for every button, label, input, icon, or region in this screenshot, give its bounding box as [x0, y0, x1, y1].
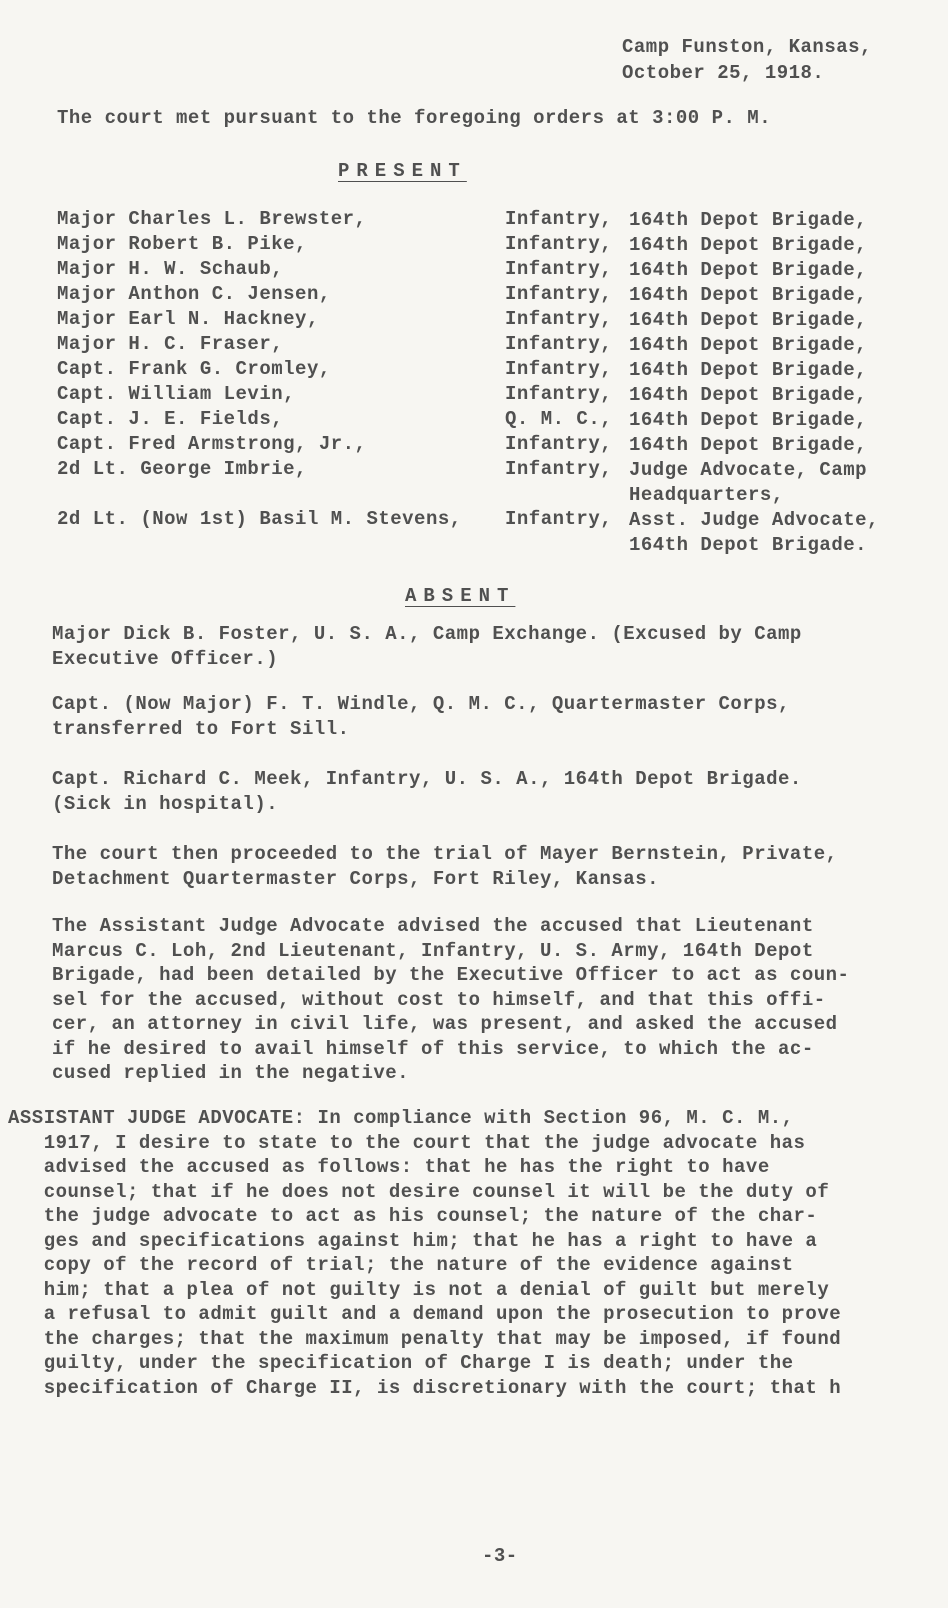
- member-branch: Infantry,: [505, 433, 613, 455]
- member-name: Major H. W. Schaub,: [57, 258, 284, 280]
- roster-row: [57, 258, 927, 283]
- opening-sentence: The court met pursuant to the foregoing orders at 3:00 P. M.: [57, 107, 772, 129]
- member-name: Capt. Frank G. Cromley,: [57, 358, 331, 380]
- member-name: Major Earl N. Hackney,: [57, 308, 319, 330]
- dateline-date: October 25, 1918.: [622, 62, 825, 84]
- member-branch: Infantry,: [505, 458, 613, 480]
- member-unit: Judge Advocate, Camp Headquarters,: [629, 459, 868, 506]
- absent-heading: ABSENT: [405, 585, 516, 607]
- absent-entry: Major Dick B. Foster, U. S. A., Camp Exchange. (Excused by Camp Executive Officer.): [52, 623, 802, 670]
- member-name: Major H. C. Fraser,: [57, 333, 284, 355]
- member-name: Major Robert B. Pike,: [57, 233, 307, 255]
- member-branch: Infantry,: [505, 358, 613, 380]
- roster-row: [57, 358, 927, 383]
- roster-row: [57, 333, 927, 358]
- dateline: [622, 34, 872, 86]
- member-unit: 164th Depot Brigade,: [629, 384, 868, 406]
- present-roster: [57, 208, 927, 558]
- present-heading: PRESENT: [338, 160, 467, 182]
- member-unit: 164th Depot Brigade,: [629, 309, 868, 331]
- member-branch: Infantry,: [505, 508, 613, 530]
- trial-paragraph: The court then proceeded to the trial of Mayer Bernstein, Private, Detachment Quartermaster Corps, Fort Riley, Kansas.: [52, 843, 838, 890]
- roster-row: [57, 208, 927, 233]
- member-name: 2d Lt. George Imbrie,: [57, 458, 307, 480]
- roster-row: [57, 383, 927, 408]
- counsel-paragraph: The Assistant Judge Advocate advised the accused that Lieutenant Marcus C. Loh, 2nd Lieutenant, Infantry, U. S. Army, 164th Depot Brigade, had been detailed by the Executive Officer to act as coun- sel for the accused, without cost to himself, and that this offi- cer, an attorney in civil life, was present, and asked the accused if he desired to avail himself of this service, to which the ac- cused replied in the negative.: [52, 915, 850, 1084]
- roster-row: [57, 308, 927, 333]
- member-unit: Asst. Judge Advocate, 164th Depot Brigade.: [629, 509, 879, 556]
- member-branch: Infantry,: [505, 233, 613, 255]
- member-unit: 164th Depot Brigade,: [629, 334, 868, 356]
- roster-row: [57, 233, 927, 258]
- member-branch: Infantry,: [505, 283, 613, 305]
- roster-row: [57, 508, 927, 558]
- page-number: -3-: [482, 1545, 518, 1567]
- member-name: Major Anthon C. Jensen,: [57, 283, 331, 305]
- member-branch: Infantry,: [505, 383, 613, 405]
- member-branch: Infantry,: [505, 258, 613, 280]
- member-unit: 164th Depot Brigade,: [629, 259, 868, 281]
- dateline-place: Camp Funston, Kansas,: [622, 36, 872, 58]
- roster-row: [57, 283, 927, 308]
- member-unit: 164th Depot Brigade,: [629, 359, 868, 381]
- member-branch: Infantry,: [505, 308, 613, 330]
- member-name: Capt. William Levin,: [57, 383, 296, 405]
- member-unit: 164th Depot Brigade,: [629, 434, 868, 456]
- roster-row: [57, 408, 927, 433]
- member-name: Capt. J. E. Fields,: [57, 408, 284, 430]
- member-branch: Q. M. C.,: [505, 408, 613, 430]
- member-branch: Infantry,: [505, 333, 613, 355]
- roster-row: [57, 433, 927, 458]
- member-unit: 164th Depot Brigade,: [629, 209, 868, 231]
- member-name: Major Charles L. Brewster,: [57, 208, 367, 230]
- member-name: 2d Lt. (Now 1st) Basil M. Stevens,: [57, 508, 462, 530]
- member-unit: 164th Depot Brigade,: [629, 234, 868, 256]
- member-unit: 164th Depot Brigade,: [629, 409, 868, 431]
- member-branch: Infantry,: [505, 208, 613, 230]
- roster-row: [57, 458, 927, 508]
- assistant-judge-advocate-paragraph: ASSISTANT JUDGE ADVOCATE: In compliance with Section 96, M. C. M., 1917, I desire to state to the court that the judge advocate has advised the accused as follows: that he has the right to have counsel; that if he does not desire counsel it will be the duty of the judge advocate to act as his counsel; the nature of the char- ges and specifications against him; that he has a right to have a copy of the record of trial; the nature of the evidence against him; that a plea of not guilty is not a denial of guilt but merely a refusal to admit guilt and a demand upon the prosecution to prove the charges; that the maximum penalty that may be imposed, if found guilty, under the specification of Charge I is death; under the specification of Charge II, is discretionary with the court; that h: [8, 1107, 842, 1399]
- absent-entry: Capt. Richard C. Meek, Infantry, U. S. A., 164th Depot Brigade. (Sick in hospital).: [52, 768, 802, 815]
- member-unit: 164th Depot Brigade,: [629, 284, 868, 306]
- absent-entry: Capt. (Now Major) F. T. Windle, Q. M. C., Quartermaster Corps, transferred to Fort Sill.: [52, 693, 790, 740]
- member-name: Capt. Fred Armstrong, Jr.,: [57, 433, 367, 455]
